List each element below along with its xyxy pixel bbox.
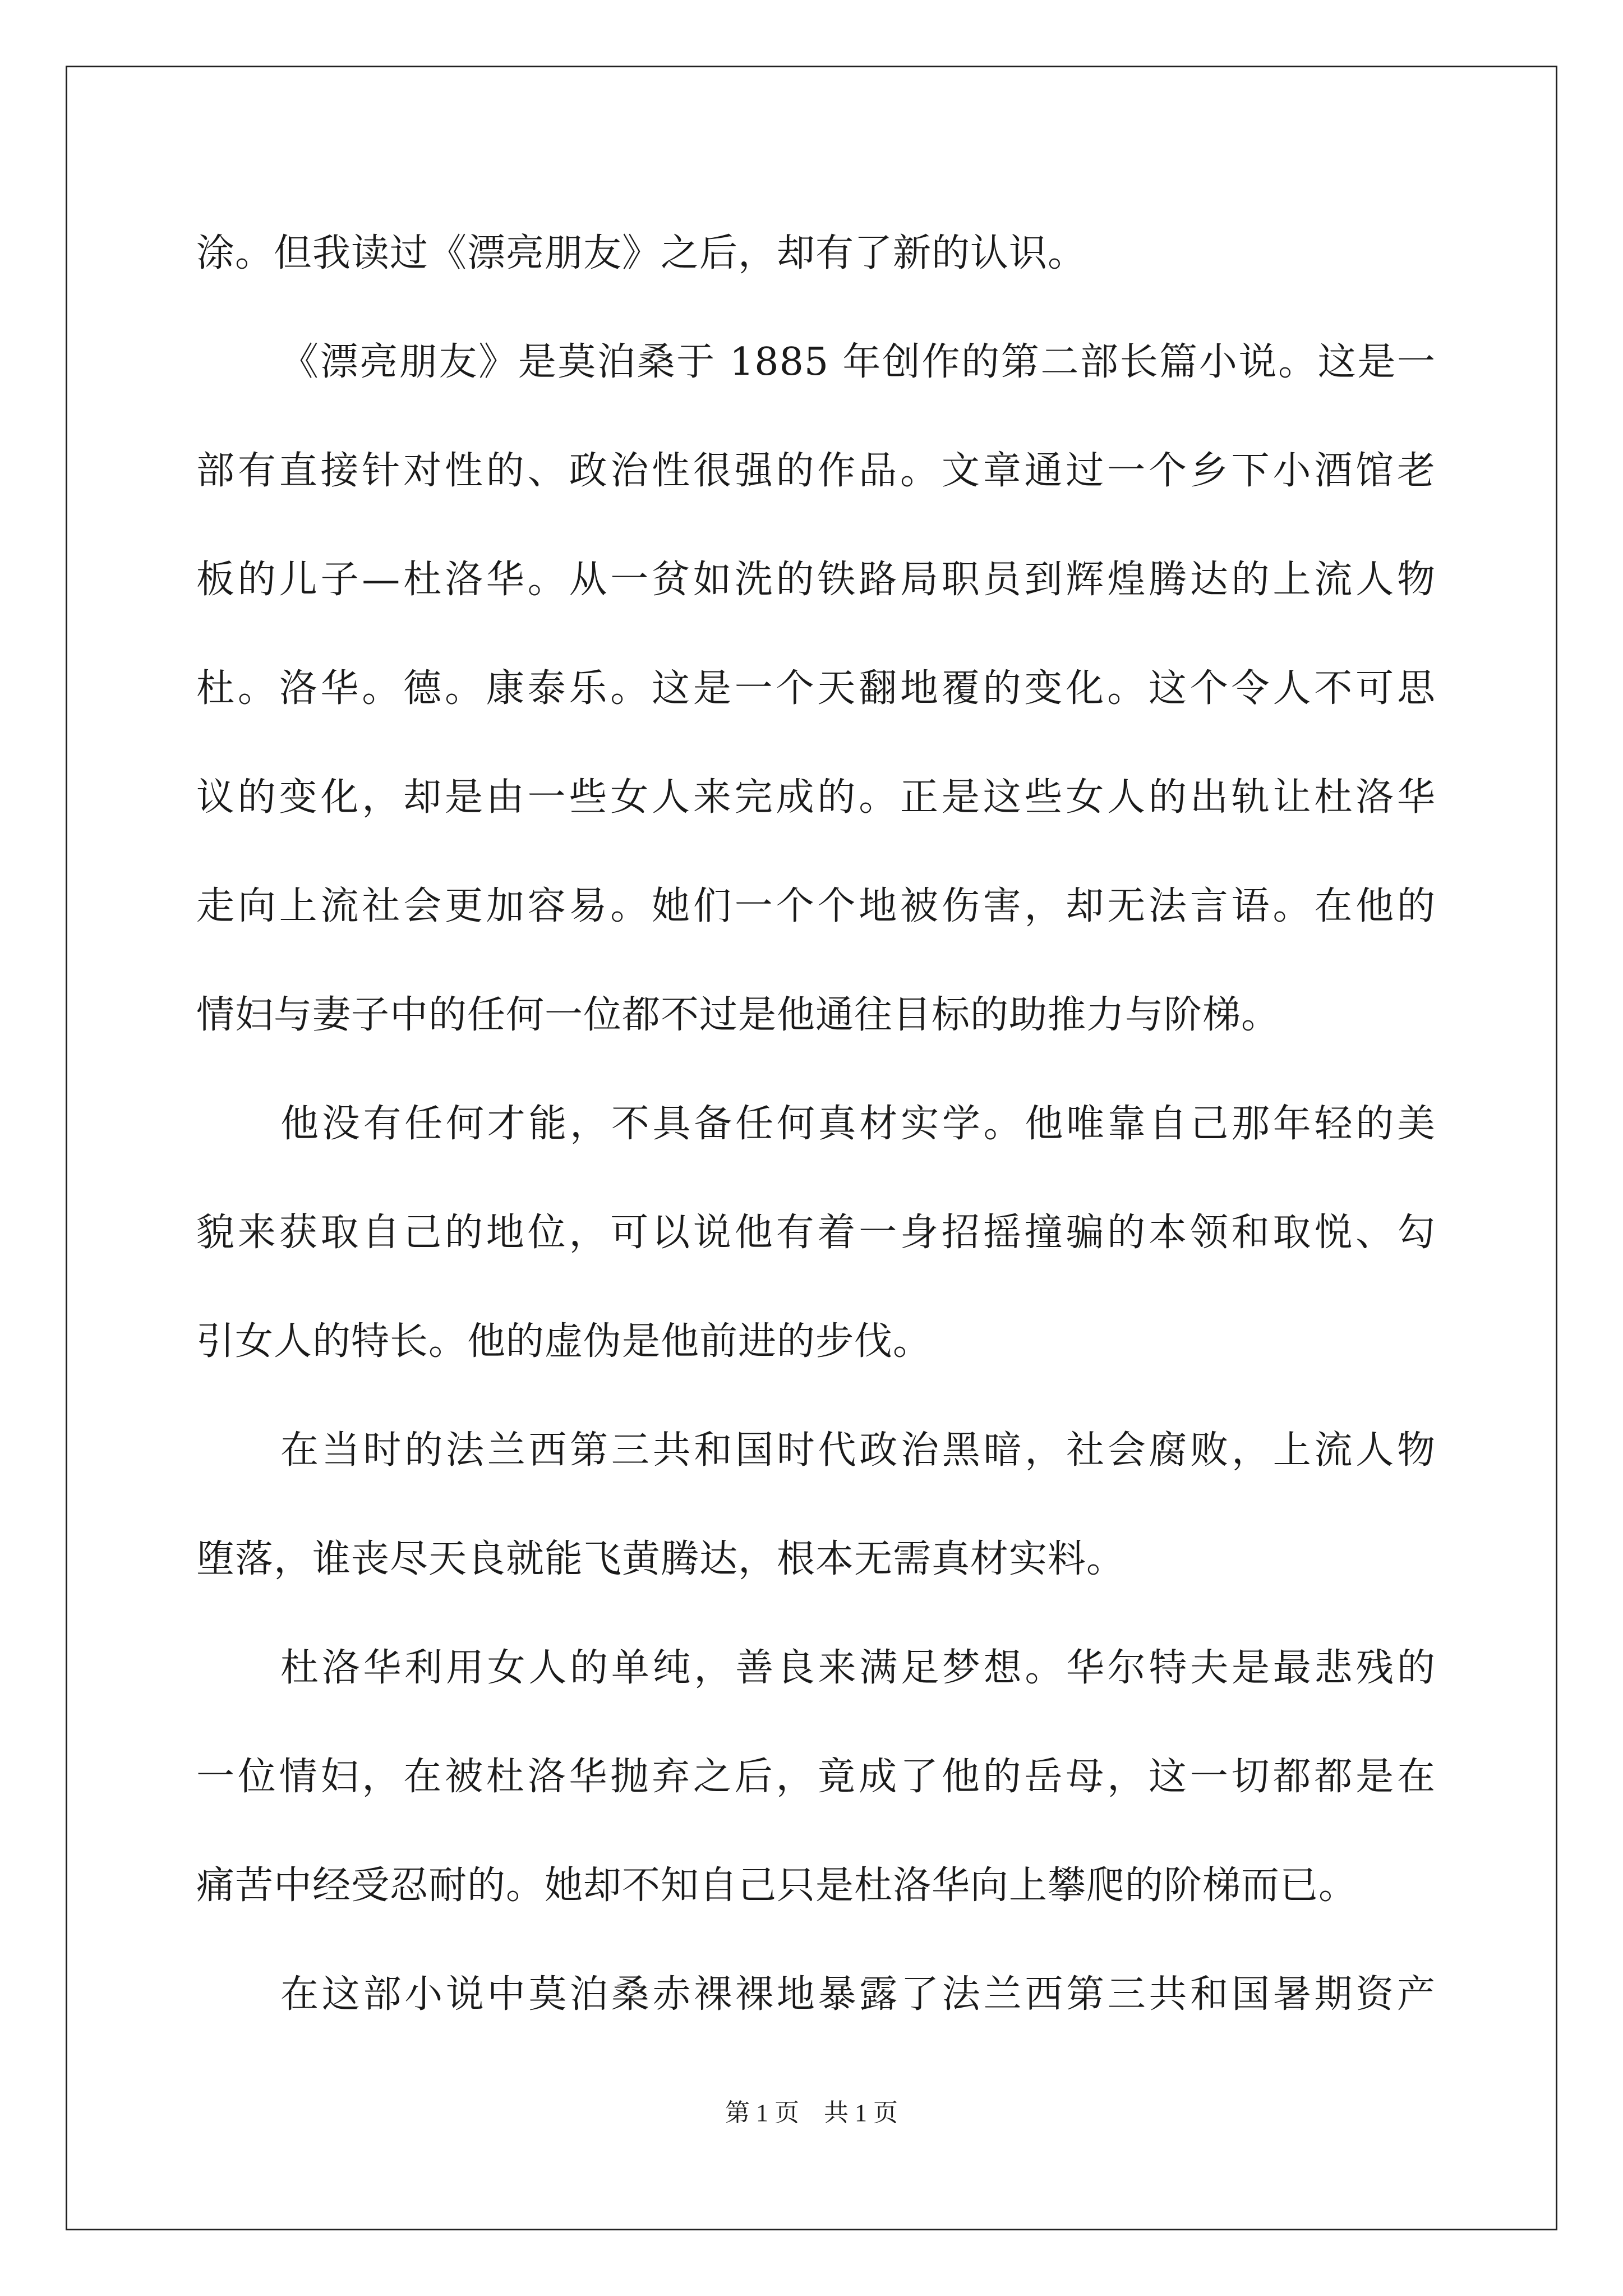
- text-line: 板的儿子—杜洛华。从一贫如洗的铁路局职员到辉煌腾达的上流人物: [196, 558, 1436, 602]
- paragraph-start-line: 在这部小说中莫泊桑赤裸裸地暴露了法兰西第三共和国暑期资产: [280, 1972, 1436, 2017]
- text-line: 痛苦中经受忍耐的。她却不知自己只是杜洛华向上攀爬的阶梯而已。: [196, 1864, 1358, 1908]
- paragraph-start-line: 杜洛华利用女人的单纯，善良来满足梦想。华尔特夫是最悲残的: [280, 1646, 1436, 1690]
- text-line: 情妇与妻子中的任何一位都不过是他通往目标的助推力与阶梯。: [196, 993, 1280, 1037]
- paragraph-start-line: 他没有任何才能，不具备任何真材实学。他唯靠自己那年轻的美: [280, 1102, 1436, 1146]
- text-line: 议的变化，却是由一些女人来完成的。正是这些女人的出轨让杜洛华: [196, 775, 1436, 820]
- text-line: 部有直接针对性的、政治性很强的作品。文章通过一个乡下小酒馆老: [196, 449, 1436, 493]
- text-line: 貌来获取自己的地位，可以说他有着一身招摇撞骗的本领和取悦、勾: [196, 1211, 1436, 1255]
- total-pages: 共 1 页: [824, 2099, 898, 2127]
- text-line: 堕落，谁丧尽天良就能飞黄腾达，根本无需真材实料。: [196, 1537, 1126, 1581]
- text-line: 一位情妇，在被杜洛华抛弃之后，竟成了他的岳母，这一切都都是在: [196, 1755, 1436, 1799]
- paragraph-start-line: 在当时的法兰西第三共和国时代政治黑暗，社会腐败，上流人物: [280, 1428, 1436, 1473]
- text-line: 杜。洛华。德。康泰乐。这是一个天翻地覆的变化。这个令人不可思: [196, 666, 1436, 711]
- page-number-footer: [0, 2092, 1623, 2128]
- paragraph-start-line: 《漂亮朋友》是莫泊桑于 1885 年创作的第二部长篇小说。这是一: [280, 340, 1436, 384]
- text-line: 涂。但我读过《漂亮朋友》之后，却有了新的认识。: [196, 231, 1087, 275]
- text-line: 引女人的特长。他的虚伪是他前进的步伐。: [196, 1319, 932, 1364]
- document-body: [196, 199, 1436, 2049]
- text-line: 走向上流社会更加容易。她们一个个地被伤害，却无法言语。在他的: [196, 884, 1436, 928]
- page-number: 第 1 页: [725, 2099, 799, 2127]
